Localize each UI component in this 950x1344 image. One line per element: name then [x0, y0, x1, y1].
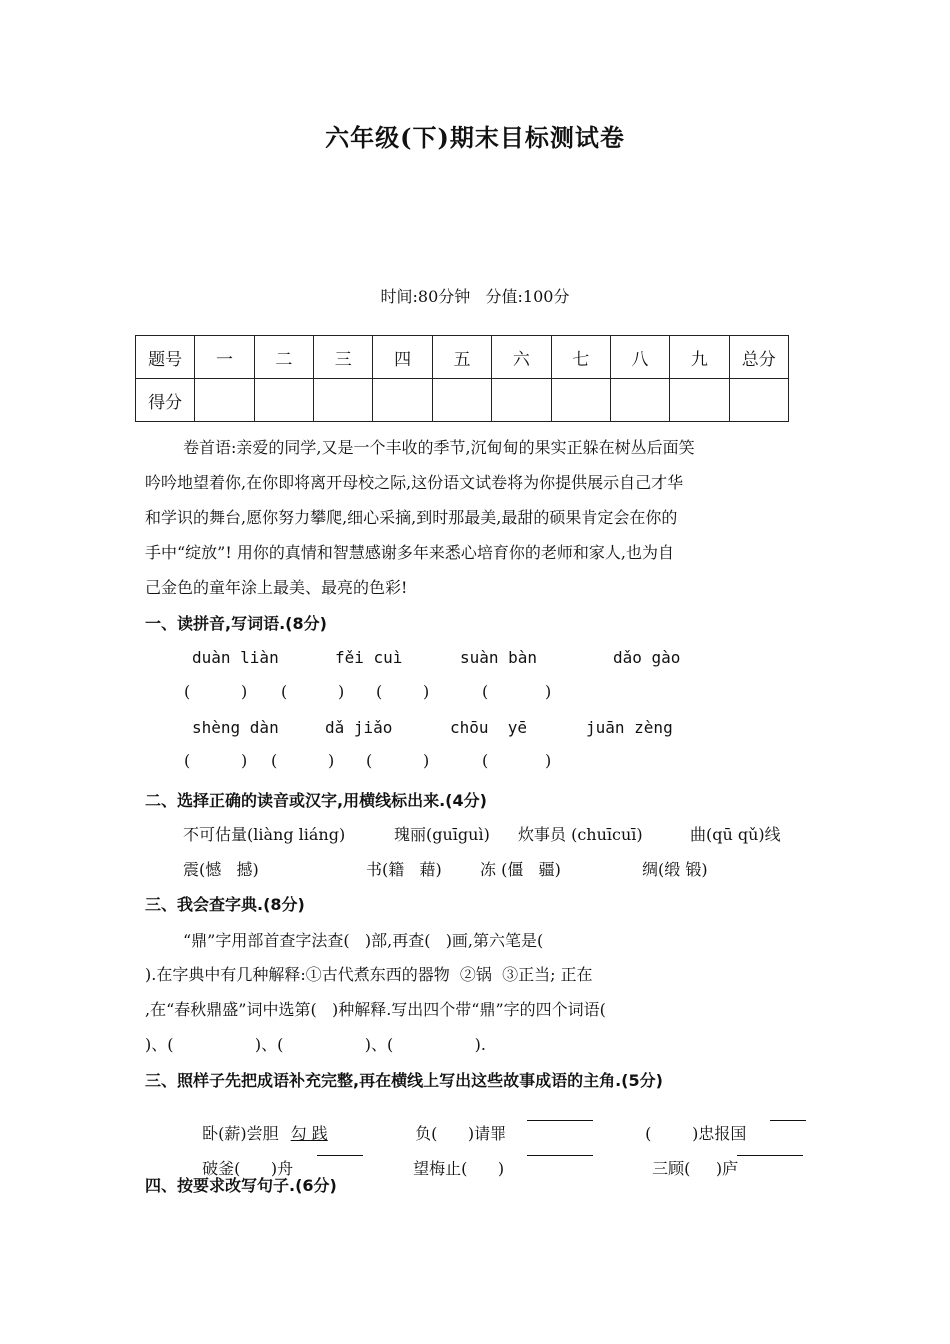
preface-line: 和学识的舞台,愿你努力攀爬,细心采摘,到时那最美,最甜的硕果肯定会在你的 — [145, 508, 678, 527]
answer-blank[interactable] — [317, 1139, 363, 1156]
idiom-item — [403, 1137, 504, 1179]
bracket-close: ) — [545, 751, 552, 770]
answer-blank[interactable] — [737, 1139, 803, 1156]
table-cell: 总分 — [729, 336, 788, 379]
choice-item: 不可估量(liàng liáng) — [183, 825, 346, 844]
question-line: ).在字典中有几种解释:①古代煮东西的器物 ②锅 ③正当; 正在 — [145, 965, 593, 984]
bracket-close: ) — [423, 751, 430, 770]
score-table-header-row — [136, 336, 789, 379]
question-line: )、( )、( )、( ). — [145, 1035, 486, 1054]
table-cell: 七 — [551, 336, 610, 379]
bracket-close: ) — [423, 682, 430, 701]
table-cell: 九 — [670, 336, 729, 379]
section4-heading: 三、照样子先把成语补充完整,再在横线上写出这些故事成语的主角.(5分) — [145, 1071, 663, 1090]
table-cell: 四 — [373, 336, 432, 379]
choice-item: 曲(qū qǔ)线 — [690, 825, 781, 844]
question-line: ,在“春秋鼎盛”词中选第( )种解释.写出四个带“鼎”字的四个词语( — [145, 1000, 606, 1019]
score-input-cell[interactable] — [432, 379, 491, 422]
answer-blank[interactable] — [770, 1104, 806, 1121]
idiom-text: ( )忠报国 — [645, 1124, 747, 1143]
pinyin-item: shèng dàn — [192, 718, 279, 737]
idiom-text: 望梅止( ) — [413, 1159, 505, 1178]
score-input-cell[interactable] — [729, 379, 788, 422]
score-input-cell[interactable] — [254, 379, 313, 422]
choice-item: 炊事员 (chuīcuī) — [518, 825, 643, 844]
page-title: 六年级(下)期末目标测试卷 — [325, 123, 625, 152]
idiom-item — [642, 1137, 738, 1179]
idiom-example-answer: 勾 践 — [290, 1124, 328, 1143]
pinyin-item: dǎ jiǎo — [325, 718, 393, 737]
bracket-open: ( — [482, 682, 489, 701]
section3-heading: 三、我会查字典.(8分) — [145, 895, 305, 914]
choice-item: 震(憾 撼) — [183, 860, 259, 879]
pinyin-item: suàn bàn — [460, 648, 538, 667]
score-input-cell[interactable] — [195, 379, 254, 422]
pinyin-item: fěi cuì — [335, 648, 403, 667]
bracket-open: ( — [366, 751, 373, 770]
pinyin-item: juān zèng — [586, 718, 673, 737]
preface-line: 卷首语:亲爱的同学,又是一个丰收的季节,沉甸甸的果实正躲在树丛后面笑 — [183, 438, 695, 457]
choice-item: 书(籍 藉) — [366, 860, 442, 879]
pinyin-item: dǎo gào — [613, 648, 681, 667]
choice-item: 瑰丽(guīguì) — [394, 825, 490, 844]
bracket-open: ( — [184, 751, 191, 770]
bracket-open: ( — [482, 751, 489, 770]
bracket-close: ) — [338, 682, 345, 701]
table-cell: 一 — [195, 336, 254, 379]
bracket-close: ) — [545, 682, 552, 701]
idiom-example: 卧(薪)尝胆 — [202, 1124, 279, 1143]
idiom-text: 三顾( )庐 — [652, 1159, 739, 1178]
score-input-cell[interactable] — [670, 379, 729, 422]
pinyin-item: chōu yē — [450, 718, 528, 737]
bracket-close: ) — [241, 751, 248, 770]
table-cell: 六 — [492, 336, 551, 379]
exam-info: 时间:80分钟 分值:100分 — [380, 287, 570, 306]
idiom-text: 负( )请罪 — [415, 1124, 507, 1143]
score-input-cell[interactable] — [492, 379, 551, 422]
preface-line: 手中“绽放”! 用你的真情和智慧感谢多年来悉心培育你的老师和家人,也为自 — [145, 543, 674, 562]
score-input-cell[interactable] — [610, 379, 669, 422]
table-cell: 得分 — [136, 379, 195, 422]
table-cell: 八 — [610, 336, 669, 379]
bracket-open: ( — [271, 751, 278, 770]
answer-blank[interactable] — [527, 1104, 593, 1121]
table-cell: 三 — [314, 336, 373, 379]
score-input-cell[interactable] — [551, 379, 610, 422]
choice-item: 绸(缎 锻) — [642, 860, 708, 879]
score-table-score-row — [136, 379, 789, 422]
bracket-open: ( — [184, 682, 191, 701]
bracket-close: ) — [241, 682, 248, 701]
idiom-text: 破釜( )舟 — [202, 1159, 294, 1178]
score-input-cell[interactable] — [373, 379, 432, 422]
bracket-open: ( — [376, 682, 383, 701]
bracket-open: ( — [281, 682, 288, 701]
pinyin-item: duàn liàn — [192, 648, 279, 667]
choice-item: 冻 (僵 疆) — [480, 860, 561, 879]
bracket-close: ) — [328, 751, 335, 770]
preface-line: 己金色的童年涂上最美、最亮的色彩! — [145, 578, 408, 597]
question-line: “鼎”字用部首查字法查( )部,再查( )画,第六笔是( — [183, 931, 544, 950]
table-cell: 五 — [432, 336, 491, 379]
score-table — [135, 335, 789, 422]
section1-heading: 一、读拼音,写词语.(8分) — [145, 614, 327, 633]
score-input-cell[interactable] — [314, 379, 373, 422]
section2-heading: 二、选择正确的读音或汉字,用横线标出来.(4分) — [145, 791, 487, 810]
preface-line: 吟吟地望着你,在你即将离开母校之际,这份语文试卷将为你提供展示自己才华 — [145, 473, 684, 492]
table-cell: 题号 — [136, 336, 195, 379]
answer-blank[interactable] — [527, 1139, 593, 1156]
section5-heading: 四、按要求改写句子.(6分) — [145, 1176, 337, 1195]
table-cell: 二 — [254, 336, 313, 379]
